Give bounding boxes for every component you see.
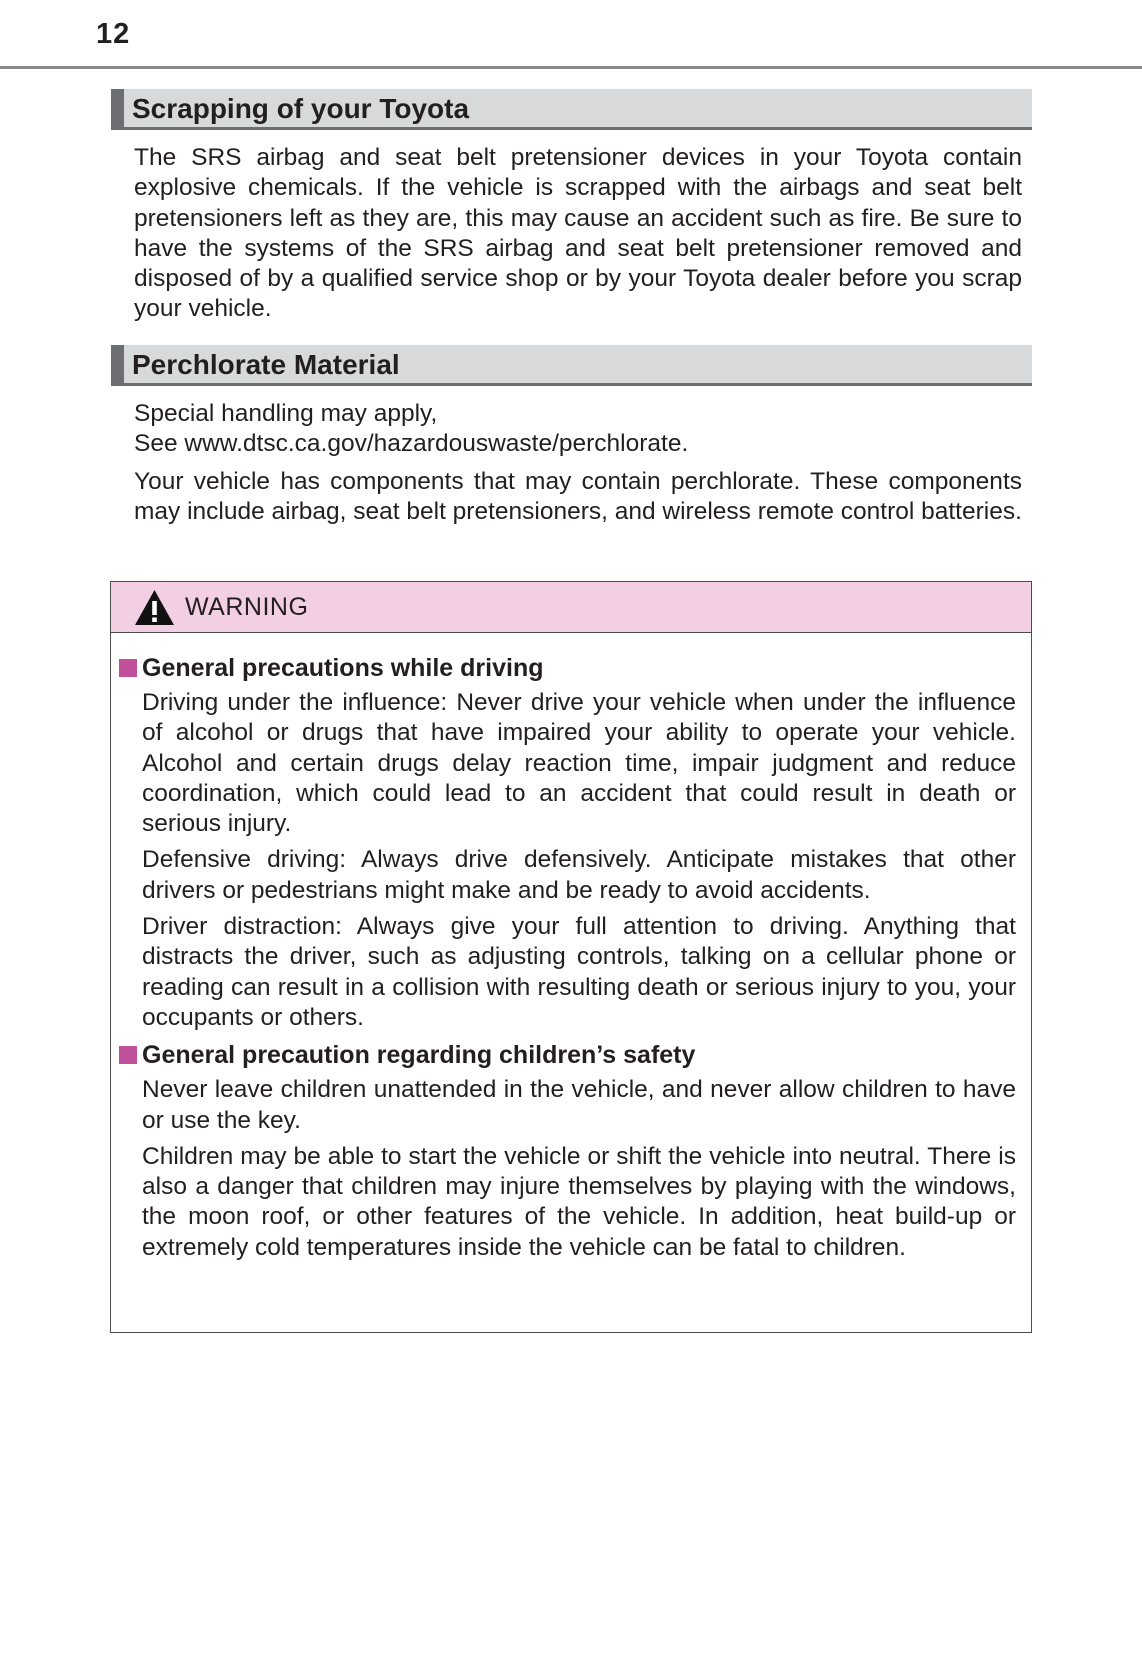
- warning-label: WARNING: [185, 592, 309, 621]
- paragraph: Driving under the influence: Never drive your vehicle when under the influence of alcohol or drugs that have impaired your ability to operate your vehicle. Alcohol and certain drugs delay reaction time, impair judgment and reduce coordination, which could lead to an accident that could result in death or serious injury.: [142, 689, 1016, 838]
- section-body-perchlorate: [134, 399, 1022, 527]
- square-bullet-icon: [119, 1046, 137, 1064]
- paragraph: Driver distraction: Always give your full attention to driving. Anything that distracts the driver, such as adjusting controls, talking on a cellular phone or reading can result in a collision with resulting death or serious injury to you, your occupants or others.: [142, 913, 1016, 1031]
- paragraph: The SRS airbag and seat belt pretensioner devices in your Toyota contain explosive chemicals. If the vehicle is scrapped with the airbags and seat belt pretensioners left as they are, this may cause an accident such as fire. Be sure to have the systems of the SRS airbag and seat belt pretensioner removed and disposed of by a qualified service shop or by your Toyota dealer before you scrap your vehicle.: [134, 144, 1022, 323]
- warning-box: [110, 581, 1032, 1333]
- paragraph: Your vehicle has components that may contain perchlorate. These components may include airbag, seat belt pretensioners, and wireless remote control batteries.: [134, 467, 1022, 525]
- page-number: 12: [96, 18, 131, 50]
- paragraph: Defensive driving: Always drive defensively. Anticipate mistakes that other drivers or pedestrians might make and be ready to avoid accidents.: [142, 846, 1016, 904]
- text-line: See www.dtsc.ca.gov/hazardouswaste/perchlorate.: [134, 430, 689, 458]
- warning-header: [111, 582, 1031, 633]
- subheading-driving-precautions: [119, 652, 1016, 684]
- warning-triangle-icon: [134, 589, 175, 626]
- paragraph: Children may be able to start the vehicle or shift the vehicle into neutral. There is also a danger that children may injure themselves by playing with the windows, the moon roof, or other features of the vehicle. In addition, heat build-up or extremely cold temperatures inside the vehicle can be fatal to children.: [142, 1142, 1016, 1261]
- section-heading-scrapping: Scrapping of your Toyota: [111, 89, 1032, 130]
- subheading-children-safety: [119, 1039, 1016, 1071]
- text-line: Special handling may apply,: [134, 400, 438, 427]
- section-heading-perchlorate: Perchlorate Material: [111, 345, 1032, 386]
- square-bullet-icon: [119, 659, 137, 677]
- paragraph: Never leave children unattended in the vehicle, and never allow children to have or use the key.: [142, 1076, 1016, 1134]
- warning-body: [119, 652, 1016, 1269]
- header-divider: [0, 66, 1142, 69]
- subheading-text: General precautions while driving: [142, 654, 544, 682]
- subheading-text: General precaution regarding children’s safety: [142, 1041, 696, 1070]
- section-body-scrapping: [134, 143, 1022, 325]
